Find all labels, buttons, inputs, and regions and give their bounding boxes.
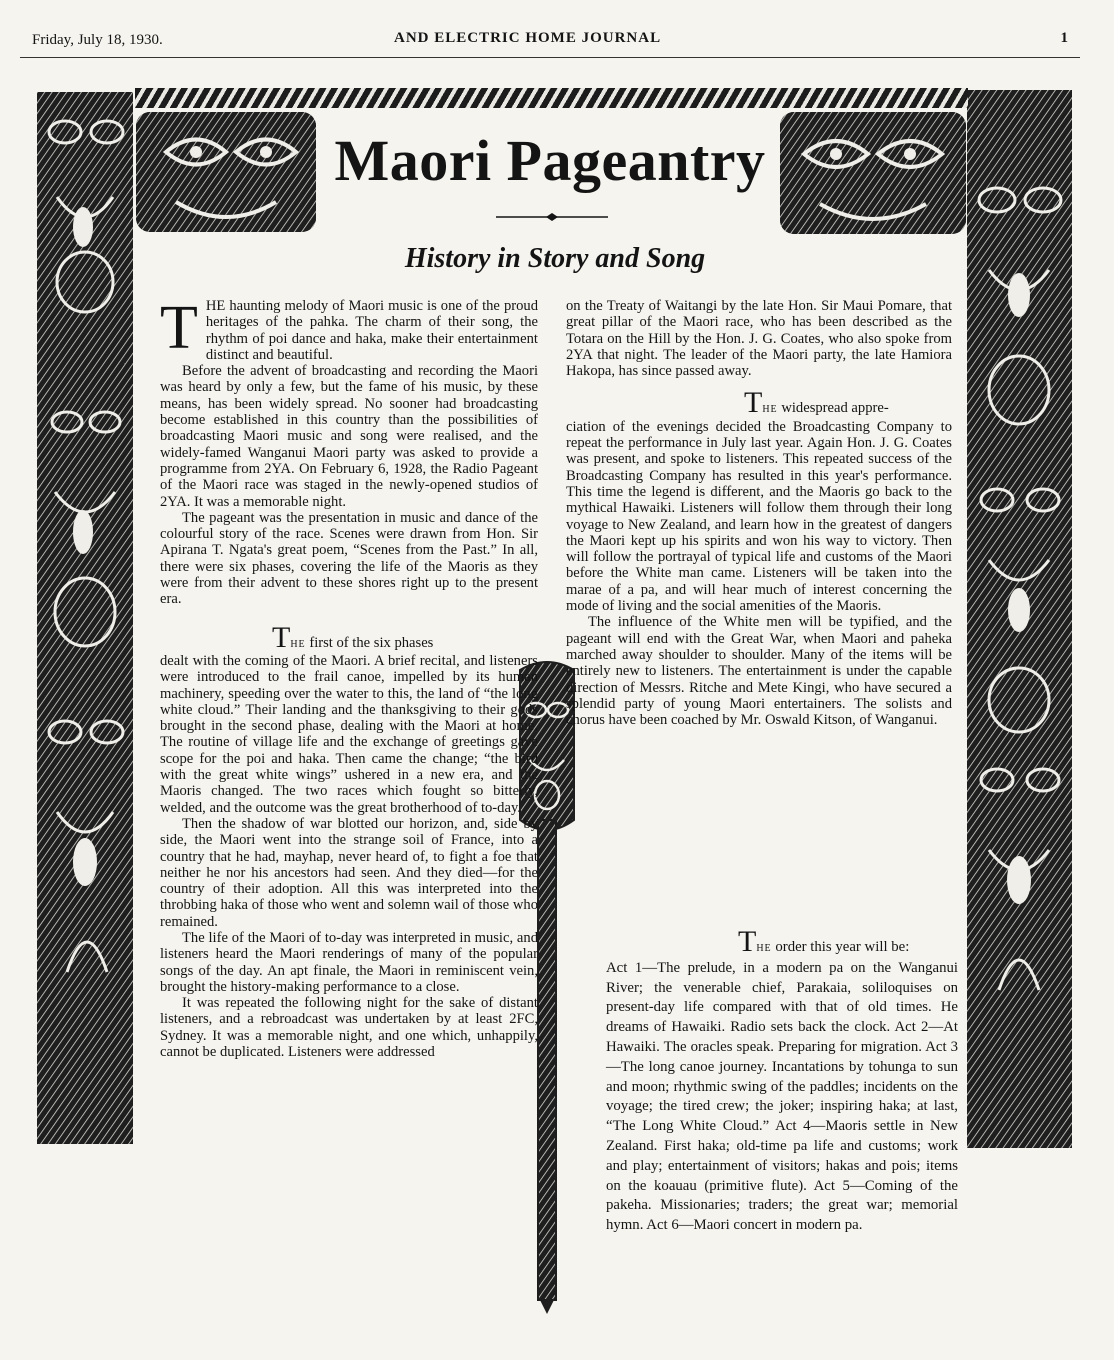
- initial-cap: T: [272, 620, 291, 654]
- header-rule: [20, 57, 1080, 58]
- paragraph: ciation of the evenings decided the Broadcasting Company to repeat the performance in July last year. Again Hon. J. G. Coates was present, and spoke to listeners. This repeated success of the Broadcasting Company has resulted in this year's performance. This time the legend is different, and the Maoris go back to the mythical Hawaiki. Listeners will follow them through their long voyage to New Zealand, and learn how in the greatest of dangers the Maori kept up his spirits and won his way to victory. Then will follow the portrayal of typical life and customs of the Maori before the White man came. Listeners will be taken into the marae of a pa, and will hear much of interest concerning the mode of living and the social amenities of the Maoris.: [566, 418, 952, 615]
- maori-carved-pillar-icon: [37, 92, 133, 1144]
- decorative-banner: [135, 88, 968, 108]
- article-column-2: [566, 298, 952, 728]
- article-title: Maori Pageantry: [334, 128, 766, 193]
- paragraph: The pageant was the presentation in music and dance of the colourful story of the race. Scenes were drawn from Hon. Sir Apirana T. Ngata's great poem, “Scenes from the Past.” In all, there were six phases, covering the life of the Maoris as they were from their advent to these shores right up to the present era.: [160, 509, 538, 608]
- article-column-3: [606, 925, 958, 1236]
- initial-cap: T: [744, 386, 763, 420]
- paragraph: THE haunting melody of Maori music is one of the proud heritages of the pahka. The charm of their song, the rhythm of poi dance and haka, make their entertainment distinct and beautiful.: [160, 294, 538, 363]
- issue-date: Friday, July 18, 1930.: [32, 32, 163, 48]
- initial-cap: T: [738, 925, 757, 958]
- paragraph: It was repeated the following night for the sake of distant listeners, and a rebroadcast was undertaken by at least 2FC, Sydney. It was a memorable night, and one which, unhappily, cannot be duplicated. Listeners were addressed: [160, 995, 538, 1061]
- paragraph: dealt with the coming of the Maori. A brief recital, and listeners were introduced to the frail canoe, impelled by its human machinery, speeding over the water to this, the land of “the long white cloud.” Their landing and the thanksgiving to their gods brought in the second phase, dealing with the Maori at home. The routine of village life and the exchange of greetings gave scope for the poi and haka. Then came the change; “the bird with the great white wings” ushered in a new era, and the Maoris changed. The two races which fought so bitterly, welded, and the outcome was the great brotherhood of to-day.: [160, 652, 538, 816]
- maori-carved-face-icon: [136, 112, 316, 232]
- paragraph: Before the advent of broadcasting and recording the Maori was heard by only a few, but the fame of his music, by these means, has been widely spread. No sooner had broadcasting become established in this country than the possibilities of broadcasting Maori music and song were realised, and the widely-famed Wanganui Maori party was asked to provide a programme from 2YA. On February 6, 1928, the Radio Pageant of the Maori race was staged in the newly-opened studios of 2YA. It was a memorable night.: [160, 363, 538, 510]
- paragraph: The influence of the White men will be typified, and the pageant will end with the Great War, when Maori and paheka marched away shoulder to shoulder. Many of the items will be entirely new to listeners. The entertainment is under the capable direction of Messrs. Ritche and Mete Kingi, who have secured a splendid party of young Maori entertainers. The solists and chorus have been coached by Mr. Oswald Kitson, of Wanganui.: [566, 614, 952, 729]
- section-lead: THE widespread appre-: [744, 386, 889, 420]
- article-subtitle: History in Story and Song: [404, 243, 706, 274]
- section-lead: THE first of the six phases: [272, 620, 434, 654]
- section-lead: THE order this year will be:: [738, 925, 910, 958]
- journal-name: AND ELECTRIC HOME JOURNAL: [394, 30, 662, 46]
- paragraph: The life of the Maori of to-day was interpreted in music, and listeners heard the Maori renderings of many of the popular songs of the day. An apt finale, the Maori in reminiscent vein, brought the history-making performance to a close.: [160, 929, 538, 995]
- paragraph: Then the shadow of war blotted our horizon, and, side by side, the Maori went into the strange soil of France, into a country that he had, mayhap, never heard of, to fight a foe that neither he nor his ancestors had seen. And they died—for the country of their adoption. All this was interpreted into the throbbing haka of those who went and solemn wail of those who remained.: [160, 815, 538, 930]
- paragraph: Act 1—The prelude, in a modern pa on the Wanganui River; the venerable chief, Parakaia, soliloquises on present-day life compared with that of old times. He dreams of Hawaiki. Radio sets back the clock. Act 2—At Hawaiki. The oracles speak. Preparing for migration. Act 3—The long canoe journey. Incantations by tohunga to sun and moon; rhythmic swing of the paddles; incidents on the voyage; the tired crew; the joker; inspiring haka; at last, “The Long White Cloud.” Act 4—Maoris settle in New Zealand. First haka; old-time pa life and customs; work and play; entertainment of visitors; hakas and pois; items on the koauau (primitive flute). Act 5—Coming of the pakeha. Missionaries; traders; the great war; memorial hymn. Act 6—Maori concert in modern pa.: [606, 959, 958, 1234]
- paragraph: on the Treaty of Waitangi by the late Hon. Sir Maui Pomare, that great pillar of the Maori race, who has been described as the Totara on the Hill by the Hon. J. G. Coates, who also spoke from 2YA that night. The leader of the Maori party, the late Hamiora Hakopa, has since passed away.: [566, 298, 952, 380]
- running-header: [32, 30, 1072, 54]
- article-column-1: [160, 294, 538, 1061]
- maori-carved-pillar-icon: [967, 90, 1072, 1148]
- maori-carved-face-icon: [780, 112, 966, 234]
- drop-cap: T: [160, 294, 198, 362]
- page-number: 1: [1060, 30, 1068, 46]
- title-ornament: [496, 212, 608, 222]
